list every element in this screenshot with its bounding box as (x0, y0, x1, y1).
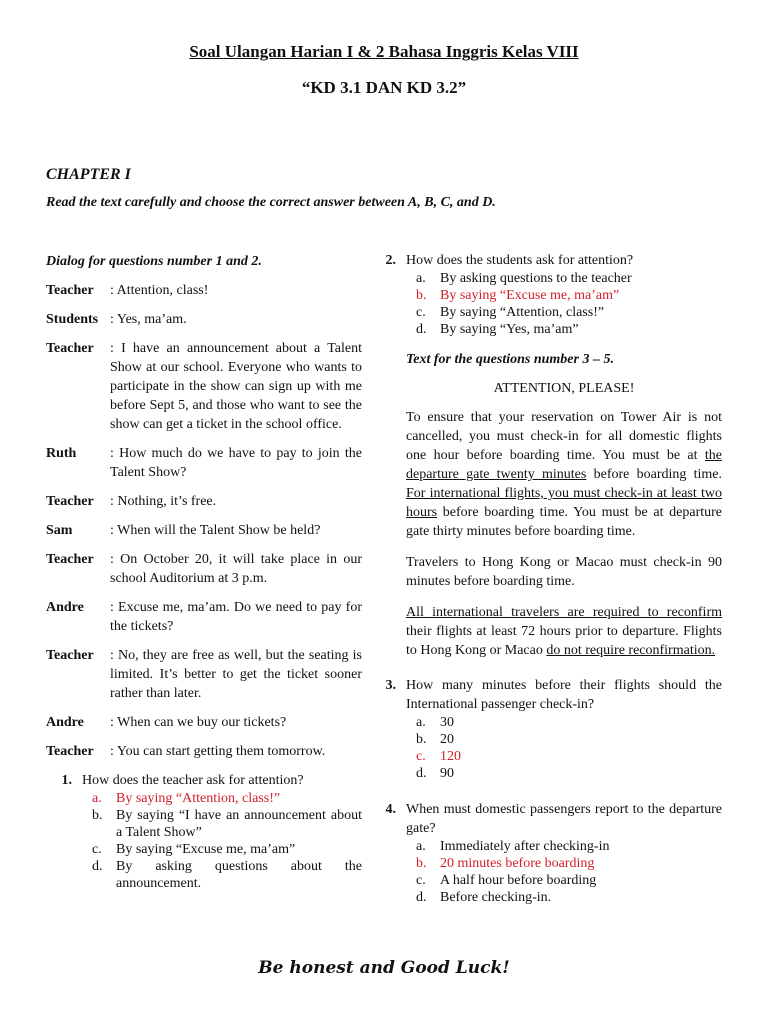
answer-option (416, 287, 722, 304)
instruction-text: Read the text carefully and choose the correct answer between A, B, C, and D. (46, 195, 496, 210)
option-letter: d. (416, 890, 427, 905)
dialog-text: : On October 20, it will take place in our school Auditorium at 3 p.m. (110, 552, 362, 586)
reading-paragraph-2: Travelers to Hong Kong or Macao must check-in 90 minutes before boarding time. (406, 555, 722, 589)
dialog-heading: Dialog for questions number 1 and 2. (46, 254, 262, 269)
dialog-line (46, 521, 362, 540)
question-3-options (416, 714, 722, 782)
dialog-speaker: Teacher (46, 494, 94, 509)
answer-option (92, 858, 362, 892)
question-4 (370, 800, 722, 838)
answer-option (416, 731, 722, 748)
option-text: By saying “Attention, class!” (440, 305, 605, 320)
option-text: By saying “Yes, ma’am” (440, 322, 579, 337)
option-text: By saying “Attention, class!” (116, 791, 281, 806)
dialog-line (46, 646, 362, 703)
option-text: 20 (440, 732, 454, 747)
dialog-lines (46, 281, 362, 761)
dialog-text: : No, they are free as well, but the seating is limited. It’s better to get the ticket sooner rather than later. (110, 648, 362, 701)
dialog-text: : Excuse me, ma’am. Do we need to pay for the tickets? (110, 600, 362, 634)
dialog-speaker: Teacher (46, 648, 94, 663)
dialog-speaker: Sam (46, 523, 73, 538)
option-letter: c. (416, 873, 426, 888)
option-letter: a. (92, 791, 102, 806)
question-number: 4. (385, 802, 396, 817)
option-letter: c. (416, 749, 426, 764)
question-3 (370, 676, 722, 714)
p3-text-a: their flights at least 72 hours prior to departure. Flights to Hong Kong or Macao (406, 624, 722, 658)
option-letter: d. (416, 322, 427, 337)
reading-title: ATTENTION, PLEASE! (493, 381, 635, 396)
option-letter: a. (416, 715, 426, 730)
footer-message: Be honest and Good Luck! (258, 958, 510, 978)
option-letter: b. (416, 856, 427, 871)
question-2 (370, 251, 722, 270)
question-text: When must domestic passengers report to the departure gate? (406, 802, 722, 836)
dialog-line (46, 310, 362, 329)
p1-text-a: To ensure that your reservation on Tower Air is not cancelled, you must check-in for all domestic flights one hour before boarding time. You must be at (406, 410, 722, 463)
answer-option (416, 838, 722, 855)
question-4-options (416, 838, 722, 906)
answer-option (92, 790, 362, 807)
option-text: Before checking-in. (440, 890, 552, 905)
document-subtitle: “KD 3.1 DAN KD 3.2” (301, 78, 467, 97)
dialog-speaker: Students (46, 312, 99, 327)
option-text: 90 (440, 766, 454, 781)
answer-option (416, 855, 722, 872)
answer-option (416, 304, 722, 321)
option-letter: c. (92, 842, 102, 857)
p1-underlined-2: For international flights, you must check-in at least two hours (406, 486, 722, 520)
right-column (385, 251, 723, 906)
dialog-line (46, 742, 362, 761)
option-text: 20 minutes before boarding (440, 856, 595, 871)
option-text: By saying “I have an announcement about a Talent Show” (116, 808, 362, 840)
dialog-text: : I have an announcement about a Talent Show at our school. Everyone who wants to participate in the show can sign up with me before Sept 5, and those who want to see the show can get a ticket in the school office. (110, 341, 362, 432)
question-1 (46, 771, 362, 790)
option-text: By saying “Excuse me, ma’am” (440, 288, 620, 303)
reading-paragraph-3 (406, 603, 722, 660)
p3-underlined-2: do not require reconfirmation. (546, 643, 716, 658)
dialog-text: : Attention, class! (110, 283, 209, 298)
question-text: How does the teacher ask for attention? (82, 773, 304, 788)
option-letter: d. (416, 766, 427, 781)
dialog-text: : Nothing, it’s free. (110, 494, 217, 509)
question-1-options (92, 790, 362, 892)
answer-option (416, 889, 722, 906)
answer-option (92, 807, 362, 841)
option-letter: b. (416, 732, 427, 747)
question-number: 2. (385, 253, 396, 268)
p3-underlined-1: All international travelers are required to reconfirm (406, 605, 722, 620)
dialog-speaker: Ruth (46, 446, 77, 461)
answer-option (92, 841, 362, 858)
dialog-line (46, 492, 362, 511)
dialog-speaker: Andre (46, 715, 84, 730)
document-title: Soal Ulangan Harian I & 2 Bahasa Inggris Kelas VIII (189, 42, 579, 61)
dialog-speaker: Teacher (46, 744, 94, 759)
option-letter: d. (92, 859, 103, 874)
dialog-text: : How much do we have to pay to join the Talent Show? (110, 446, 362, 480)
question-text: How does the students ask for attention? (406, 253, 634, 268)
option-text: By asking questions to the teacher (440, 271, 632, 286)
reading-heading: Text for the questions number 3 – 5. (406, 352, 614, 367)
answer-option (416, 765, 722, 782)
dialog-speaker: Teacher (46, 552, 94, 567)
option-text: By asking questions about the announcement. (116, 859, 362, 891)
dialog-line (46, 444, 362, 482)
option-letter: b. (92, 808, 103, 823)
option-letter: b. (416, 288, 427, 303)
chapter-heading: CHAPTER I (46, 166, 131, 183)
dialog-text: : Yes, ma’am. (110, 312, 187, 327)
dialog-line (46, 339, 362, 434)
option-text: A half hour before boarding (440, 873, 597, 888)
p1-text-b: before boarding time. (586, 467, 723, 482)
option-text: 120 (440, 749, 461, 764)
dialog-line (46, 281, 362, 300)
dialog-speaker: Andre (46, 600, 84, 615)
dialog-line (46, 550, 362, 588)
dialog-speaker: Teacher (46, 283, 94, 298)
left-column (46, 252, 362, 892)
answer-option (416, 748, 722, 765)
question-text: How many minutes before their flights should the International passenger check-in? (406, 678, 722, 712)
dialog-speaker: Teacher (46, 341, 94, 356)
question-number: 1. (61, 773, 72, 788)
p1-text-c: before boarding time. You must be at departure gate thirty minutes before boarding time. (406, 505, 722, 539)
option-text: 30 (440, 715, 454, 730)
reading-paragraph-1 (406, 408, 722, 541)
dialog-line (46, 713, 362, 732)
option-text: By saying “Excuse me, ma’am” (116, 842, 296, 857)
option-letter: c. (416, 305, 426, 320)
dialog-text: : When can we buy our tickets? (110, 715, 287, 730)
answer-option (416, 872, 722, 889)
dialog-line (46, 598, 362, 636)
answer-option (416, 270, 722, 287)
answer-option (416, 321, 722, 338)
p1-underlined-1: the departure gate twenty minutes (406, 448, 722, 482)
answer-option (416, 714, 722, 731)
option-letter: a. (416, 839, 426, 854)
question-number: 3. (385, 678, 396, 693)
dialog-text: : When will the Talent Show be held? (110, 523, 321, 538)
option-text: Immediately after checking-in (440, 839, 610, 854)
option-letter: a. (416, 271, 426, 286)
dialog-text: : You can start getting them tomorrow. (110, 744, 326, 759)
question-2-options (416, 270, 722, 338)
